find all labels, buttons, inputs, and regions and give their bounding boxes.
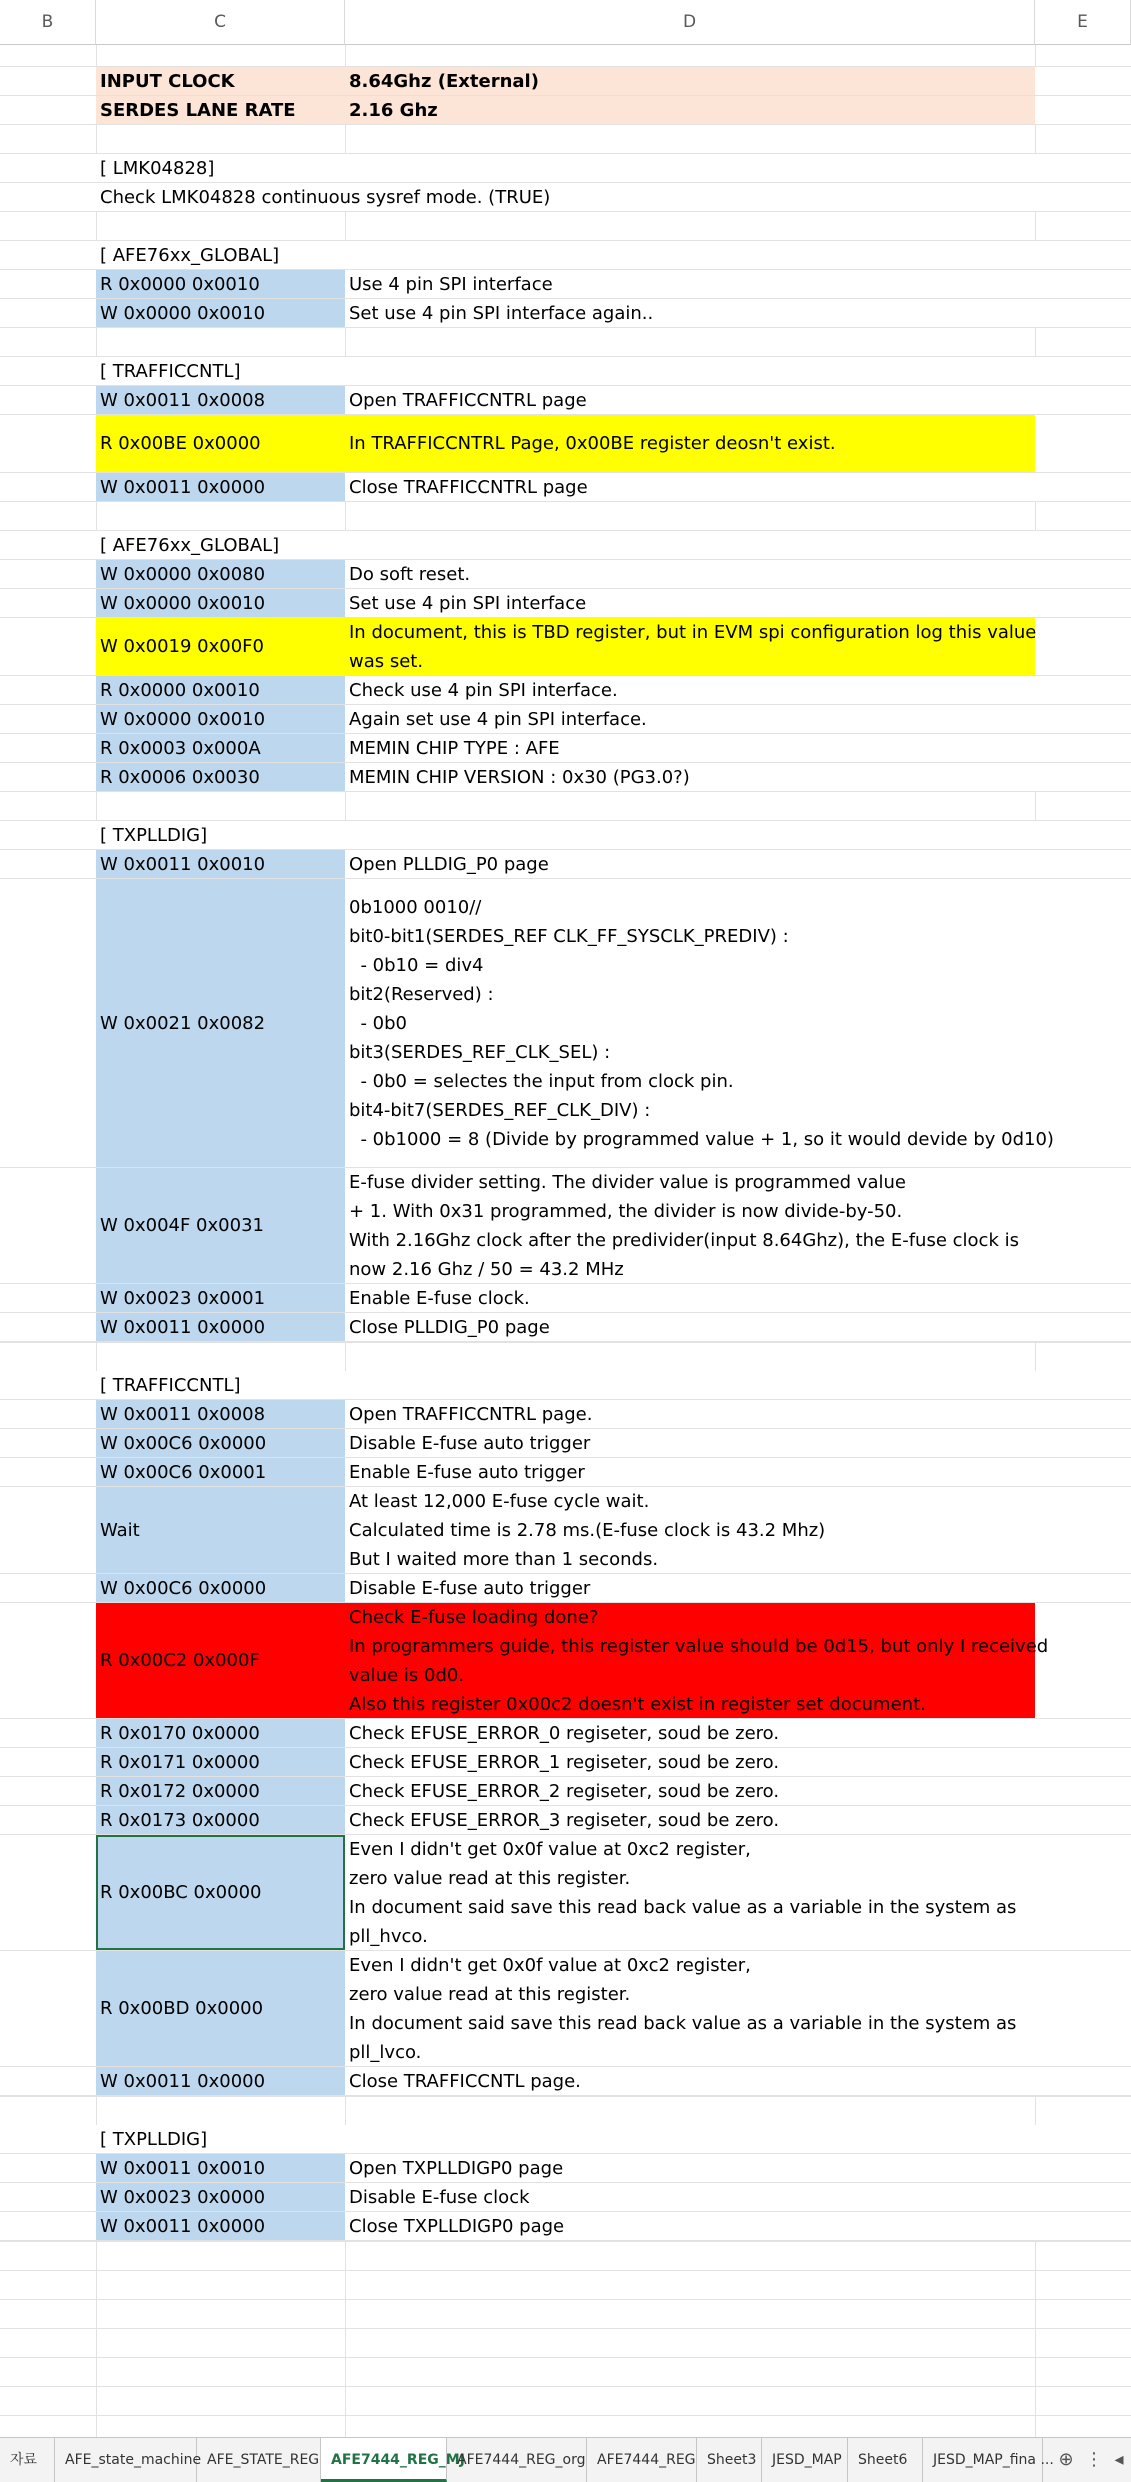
grid-row[interactable] bbox=[0, 2358, 1131, 2387]
cell-d-line: 0b1000 0010// bbox=[349, 896, 482, 918]
table-row[interactable] bbox=[0, 1951, 1131, 2067]
more-icon[interactable]: ⋮ bbox=[1085, 2449, 1103, 2470]
cell-c[interactable]: W 0x0021 0x0082 bbox=[96, 879, 345, 1167]
cell-c[interactable]: R 0x00BE 0x0000 bbox=[96, 415, 345, 472]
cell-d[interactable]: Close TXPLLDIGP0 page bbox=[349, 2215, 565, 2237]
table-row[interactable] bbox=[0, 1429, 1131, 1458]
cell-d-line: Even I didn't get 0x0f value at 0xc2 register, bbox=[349, 1838, 751, 1860]
cell-d[interactable] bbox=[345, 1168, 1035, 1283]
grid-row[interactable] bbox=[0, 2097, 1131, 2126]
table-row[interactable] bbox=[0, 1835, 1131, 1951]
cell-d[interactable]: Check use 4 pin SPI interface. bbox=[349, 679, 618, 701]
table-row[interactable] bbox=[0, 270, 1131, 299]
cell-d-line: But I waited more than 1 seconds. bbox=[349, 1548, 659, 1570]
cell-d[interactable]: Check EFUSE_ERROR_1 regiseter, soud be zero. bbox=[349, 1751, 780, 1773]
cell-d[interactable] bbox=[345, 1487, 1035, 1573]
cell-d-line: Check E-fuse loading done? bbox=[349, 1606, 599, 1628]
cell-d[interactable]: MEMIN CHIP TYPE : AFE bbox=[349, 737, 560, 759]
cell-c[interactable]: INPUT CLOCK bbox=[96, 67, 345, 95]
table-row[interactable] bbox=[0, 734, 1131, 763]
cell-c[interactable]: W 0x0011 0x0008 bbox=[96, 386, 345, 414]
cell-c[interactable]: R 0x0171 0x0000 bbox=[96, 1748, 345, 1776]
cell-c[interactable]: W 0x0011 0x0008 bbox=[96, 1400, 345, 1428]
cell-c[interactable]: W 0x0011 0x0010 bbox=[96, 850, 345, 878]
sheet-tab[interactable]: JESD_MAP bbox=[762, 2438, 848, 2482]
cell-c[interactable]: [ AFE76xx_GLOBAL] bbox=[100, 534, 280, 556]
cell-d[interactable] bbox=[345, 879, 1054, 1167]
column-header-b[interactable]: B bbox=[0, 0, 96, 45]
grid-row[interactable] bbox=[0, 2242, 1131, 2271]
cell-d[interactable]: Disable E-fuse auto trigger bbox=[349, 1432, 591, 1454]
cell-c[interactable]: W 0x0000 0x0010 bbox=[96, 589, 345, 617]
sheet-tab[interactable]: AFE7444_REG bbox=[587, 2438, 697, 2482]
cell-c[interactable]: Wait bbox=[96, 1487, 345, 1573]
table-row[interactable] bbox=[0, 299, 1131, 328]
grid-row[interactable] bbox=[0, 45, 1131, 67]
cell-d[interactable]: In TRAFFICCNTRL Page, 0x00BE register deosn't exist. bbox=[345, 415, 1035, 472]
cell-c[interactable]: R 0x0170 0x0000 bbox=[96, 1719, 345, 1747]
cell-d[interactable]: 8.64Ghz (External) bbox=[345, 67, 1035, 95]
cell-d-line: value is 0d0. bbox=[349, 1664, 465, 1686]
table-row[interactable] bbox=[0, 589, 1131, 618]
table-row[interactable] bbox=[0, 676, 1131, 705]
cell-c[interactable]: W 0x0000 0x0010 bbox=[96, 705, 345, 733]
table-row[interactable] bbox=[0, 531, 1131, 560]
cell-c[interactable]: [ TRAFFICCNTL] bbox=[100, 1374, 241, 1396]
table-row[interactable] bbox=[0, 2212, 1131, 2241]
sheet-tab[interactable]: Sheet3 bbox=[697, 2438, 762, 2482]
table-row[interactable] bbox=[0, 850, 1131, 879]
table-row[interactable] bbox=[0, 154, 1131, 183]
cell-c[interactable]: W 0x0011 0x0010 bbox=[96, 2154, 345, 2182]
grid-row[interactable] bbox=[0, 212, 1131, 241]
cell-d[interactable] bbox=[345, 1835, 1035, 1950]
cell-c[interactable]: [ LMK04828] bbox=[100, 157, 215, 179]
cell-c[interactable]: W 0x0011 0x0000 bbox=[96, 1313, 345, 1341]
table-row[interactable] bbox=[0, 1603, 1131, 1719]
table-row[interactable] bbox=[0, 1400, 1131, 1429]
cell-d[interactable]: Set use 4 pin SPI interface again.. bbox=[349, 302, 654, 324]
table-row[interactable] bbox=[0, 879, 1131, 1168]
table-row[interactable] bbox=[0, 560, 1131, 589]
cell-d[interactable]: Do soft reset. bbox=[349, 563, 471, 585]
grid-row[interactable] bbox=[0, 2271, 1131, 2300]
table-row[interactable] bbox=[0, 1168, 1131, 1284]
grid-row[interactable] bbox=[0, 1343, 1131, 1372]
cell-d-line: was set. bbox=[349, 650, 424, 672]
cell-c[interactable]: R 0x00BD 0x0000 bbox=[96, 1951, 345, 2066]
cell-d[interactable]: Disable E-fuse clock bbox=[349, 2186, 530, 2208]
grid-row[interactable] bbox=[0, 792, 1131, 821]
grid-row[interactable] bbox=[0, 328, 1131, 357]
cell-c[interactable]: [ TXPLLDIG] bbox=[100, 2128, 208, 2150]
spreadsheet-grid[interactable] bbox=[0, 45, 1131, 2437]
cell-c[interactable]: W 0x00C6 0x0001 bbox=[96, 1458, 345, 1486]
cell-d-line: With 2.16Ghz clock after the predivider(input 8.64Ghz), the E-fuse clock is bbox=[349, 1229, 1019, 1251]
scroll-left-icon[interactable]: ◂ bbox=[1114, 2449, 1124, 2470]
cell-d[interactable] bbox=[345, 241, 1035, 269]
cell-c[interactable]: W 0x0000 0x0010 bbox=[96, 299, 345, 327]
cell-d[interactable]: MEMIN CHIP VERSION : 0x30 (PG3.0?) bbox=[349, 766, 690, 788]
cell-c[interactable]: W 0x00C6 0x0000 bbox=[96, 1429, 345, 1457]
cell-d-line: In programmers guide, this register value should be 0d15, but only I received bbox=[349, 1635, 1049, 1657]
sheet-tab[interactable]: Sheet6 bbox=[848, 2438, 923, 2482]
grid-row[interactable] bbox=[0, 2300, 1131, 2329]
cell-d[interactable]: Check EFUSE_ERROR_2 regiseter, soud be zero. bbox=[349, 1780, 780, 1802]
grid-row[interactable] bbox=[0, 125, 1131, 154]
cell-d[interactable]: 2.16 Ghz bbox=[345, 96, 1035, 124]
table-row[interactable] bbox=[0, 2067, 1131, 2096]
column-header-c[interactable]: C bbox=[96, 0, 345, 45]
cell-c[interactable]: R 0x0000 0x0010 bbox=[96, 270, 345, 298]
cell-c[interactable]: W 0x004F 0x0031 bbox=[96, 1168, 345, 1283]
cell-c[interactable]: [ TRAFFICCNTL] bbox=[100, 360, 241, 382]
cell-d[interactable] bbox=[345, 821, 1035, 849]
table-row[interactable] bbox=[0, 386, 1131, 415]
sheet-tab[interactable]: AFE7444_REG_org bbox=[447, 2438, 587, 2482]
cell-d-line: Even I didn't get 0x0f value at 0xc2 register, bbox=[349, 1954, 751, 1976]
cell-d[interactable] bbox=[345, 1603, 1049, 1718]
table-row[interactable] bbox=[0, 1487, 1131, 1574]
table-row[interactable] bbox=[0, 1284, 1131, 1313]
cell-d[interactable] bbox=[345, 154, 1035, 182]
table-row[interactable] bbox=[0, 618, 1131, 676]
cell-c[interactable]: [ TXPLLDIG] bbox=[100, 824, 208, 846]
cell-d[interactable]: Set use 4 pin SPI interface bbox=[349, 592, 587, 614]
table-row[interactable] bbox=[0, 241, 1131, 270]
cell-d-line: In document said save this read back value as a variable in the system as bbox=[349, 1896, 1017, 1918]
cell-d[interactable]: Open TRAFFICCNTRL page. bbox=[349, 1403, 593, 1425]
cell-c[interactable]: W 0x0000 0x0080 bbox=[96, 560, 345, 588]
cell-c[interactable]: W 0x0023 0x0001 bbox=[96, 1284, 345, 1312]
cell-d[interactable]: Check EFUSE_ERROR_3 regiseter, soud be zero. bbox=[349, 1809, 780, 1831]
cell-d-line: pll_hvco. bbox=[349, 1925, 428, 1947]
column-header-d[interactable]: D bbox=[345, 0, 1035, 45]
cell-c[interactable]: R 0x0003 0x000A bbox=[96, 734, 345, 762]
cell-d[interactable]: Open TXPLLDIGP0 page bbox=[349, 2157, 564, 2179]
cell-d[interactable]: Again set use 4 pin SPI interface. bbox=[349, 708, 647, 730]
table-row[interactable] bbox=[0, 96, 1131, 125]
table-row[interactable] bbox=[0, 473, 1131, 502]
cell-d-line: - 0b0 = selectes the input from clock pin. bbox=[349, 1070, 734, 1092]
table-row[interactable] bbox=[0, 2125, 1131, 2154]
table-row[interactable] bbox=[0, 1313, 1131, 1342]
add-sheet-icon[interactable]: ⊕ bbox=[1058, 2449, 1074, 2470]
table-row[interactable] bbox=[0, 357, 1131, 386]
table-row[interactable] bbox=[0, 415, 1131, 473]
cell-d-line: - 0b10 = div4 bbox=[349, 954, 484, 976]
cell-d-line: + 1. With 0x31 programmed, the divider is now divide-by-50. bbox=[349, 1200, 903, 1222]
cell-c[interactable]: W 0x00C6 0x0000 bbox=[96, 1574, 345, 1602]
cell-c[interactable]: Check LMK04828 continuous sysref mode. (TRUE) bbox=[100, 186, 551, 208]
cell-c[interactable]: W 0x0011 0x0000 bbox=[96, 2212, 345, 2240]
table-row[interactable] bbox=[0, 1777, 1131, 1806]
cell-d-line: - 0b0 bbox=[349, 1012, 407, 1034]
cell-d-line: - 0b1000 = 8 (Divide by programmed value + 1, so it would devide by 0d10) bbox=[349, 1128, 1054, 1150]
cell-d-line: now 2.16 Ghz / 50 = 43.2 MHz bbox=[349, 1258, 624, 1280]
table-row[interactable] bbox=[0, 2183, 1131, 2212]
cell-d[interactable]: Close TRAFFICCNTL page. bbox=[349, 2070, 581, 2092]
cell-d-line: bit2(Reserved) : bbox=[349, 983, 494, 1005]
cell-c[interactable]: W 0x0019 0x00F0 bbox=[96, 618, 345, 675]
cell-d[interactable]: Use 4 pin SPI interface bbox=[349, 273, 553, 295]
cell-d[interactable]: Close TRAFFICCNTRL page bbox=[349, 476, 588, 498]
sheet-tab[interactable]: 자료 bbox=[0, 2438, 55, 2482]
cell-d-line: bit4-bit7(SERDES_REF_CLK_DIV) : bbox=[349, 1099, 651, 1121]
table-row[interactable] bbox=[0, 1748, 1131, 1777]
cell-d-line: Also this register 0x00c2 doesn't exist in register set document. bbox=[349, 1693, 926, 1715]
table-row[interactable] bbox=[0, 2154, 1131, 2183]
cell-d[interactable]: Open PLLDIG_P0 page bbox=[349, 853, 549, 875]
cell-c[interactable]: R 0x0173 0x0000 bbox=[96, 1806, 345, 1834]
cell-d-line: pll_lvco. bbox=[349, 2041, 422, 2063]
sheet-tab[interactable]: AFE_STATE_REG bbox=[197, 2438, 321, 2482]
cell-d[interactable] bbox=[345, 531, 1035, 559]
sheet-tab[interactable]: AFE7444_REG_MJ bbox=[321, 2438, 447, 2482]
table-row[interactable] bbox=[0, 705, 1131, 734]
cell-c[interactable]: W 0x0011 0x0000 bbox=[96, 2067, 345, 2095]
cell-d[interactable]: Enable E-fuse auto trigger bbox=[349, 1461, 585, 1483]
cell-c[interactable]: [ AFE76xx_GLOBAL] bbox=[100, 244, 280, 266]
cell-c[interactable]: R 0x00C2 0x000F bbox=[96, 1603, 345, 1718]
cell-d-line: zero value read at this register. bbox=[349, 1983, 631, 2005]
sheet-tab[interactable]: AFE_state_machine bbox=[55, 2438, 197, 2482]
cell-c[interactable]: R 0x00BC 0x0000 bbox=[96, 1835, 345, 1950]
table-row[interactable] bbox=[0, 183, 1131, 212]
cell-c[interactable]: R 0x0172 0x0000 bbox=[96, 1777, 345, 1805]
column-header-e[interactable]: E bbox=[1035, 0, 1131, 45]
cell-d[interactable]: Close PLLDIG_P0 page bbox=[349, 1316, 550, 1338]
cell-d-line: At least 12,000 E-fuse cycle wait. bbox=[349, 1490, 650, 1512]
cell-d-line: In document said save this read back value as a variable in the system as bbox=[349, 2012, 1017, 2034]
cell-d[interactable]: Open TRAFFICCNTRL page bbox=[349, 389, 587, 411]
cell-c[interactable]: R 0x0006 0x0030 bbox=[96, 763, 345, 791]
sheet-tab[interactable]: JESD_MAP_fina ... bbox=[923, 2438, 1043, 2482]
cell-d-line: bit0-bit1(SERDES_REF CLK_FF_SYSCLK_PREDIV) : bbox=[349, 925, 789, 947]
cell-d[interactable] bbox=[345, 1371, 1035, 1399]
grid-row[interactable] bbox=[0, 2387, 1131, 2416]
cell-c[interactable]: SERDES LANE RATE bbox=[96, 96, 345, 124]
table-row[interactable] bbox=[0, 1806, 1131, 1835]
table-row[interactable] bbox=[0, 1574, 1131, 1603]
sheet-tab-bar bbox=[0, 2437, 1131, 2482]
table-row[interactable] bbox=[0, 67, 1131, 96]
grid-row[interactable] bbox=[0, 502, 1131, 531]
cell-d-line: zero value read at this register. bbox=[349, 1867, 631, 1889]
cell-d-line: E-fuse divider setting. The divider value is programmed value bbox=[349, 1171, 906, 1193]
column-header-bar bbox=[0, 0, 1131, 45]
table-row[interactable] bbox=[0, 1371, 1131, 1400]
table-row[interactable] bbox=[0, 763, 1131, 792]
table-row[interactable] bbox=[0, 1458, 1131, 1487]
cell-d[interactable]: Disable E-fuse auto trigger bbox=[349, 1577, 591, 1599]
cell-d[interactable] bbox=[345, 1951, 1035, 2066]
table-row[interactable] bbox=[0, 821, 1131, 850]
cell-c[interactable]: W 0x0023 0x0000 bbox=[96, 2183, 345, 2211]
cell-d-line: Calculated time is 2.78 ms.(E-fuse clock is 43.2 Mhz) bbox=[349, 1519, 826, 1541]
cell-d[interactable] bbox=[345, 618, 1035, 675]
cell-d-line: In document, this is TBD register, but in EVM spi configuration log this value bbox=[349, 621, 1037, 643]
table-row[interactable] bbox=[0, 1719, 1131, 1748]
grid-row[interactable] bbox=[0, 2329, 1131, 2358]
cell-c[interactable]: R 0x0000 0x0010 bbox=[96, 676, 345, 704]
cell-d-line: bit3(SERDES_REF_CLK_SEL) : bbox=[349, 1041, 611, 1063]
cell-c[interactable]: W 0x0011 0x0000 bbox=[96, 473, 345, 501]
cell-d[interactable]: Check EFUSE_ERROR_0 regiseter, soud be zero. bbox=[349, 1722, 780, 1744]
cell-d[interactable] bbox=[345, 357, 1035, 385]
cell-d[interactable]: Enable E-fuse clock. bbox=[349, 1287, 530, 1309]
cell-d[interactable] bbox=[345, 2125, 1035, 2153]
